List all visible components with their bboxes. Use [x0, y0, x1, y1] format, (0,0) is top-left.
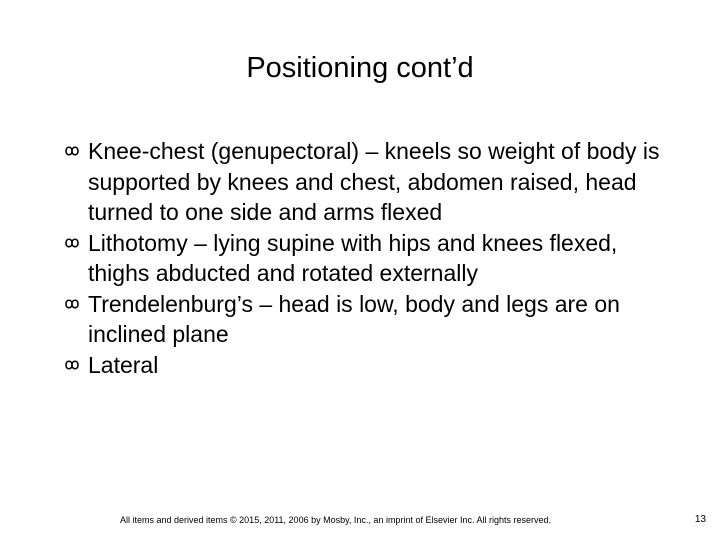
slide-title: Positioning cont’d: [246, 52, 474, 84]
bullet-item: [60, 350, 680, 381]
bullet-text: Lateral: [88, 351, 159, 378]
bullet-icon: [62, 358, 82, 372]
bullet-list: [60, 136, 680, 380]
slide-number: 13: [694, 514, 706, 525]
copyright-notice: All items and derived items © 2015, 2011, 2006 by Mosby, Inc., an imprint of Elsevier Inc. All rights reserved.: [120, 515, 551, 525]
bullet-text: Lithotomy – lying supine with hips and knees flexed, thighs abducted and rotated externally: [88, 229, 618, 286]
bullet-item: [60, 289, 680, 350]
bullet-text: Trendelenburg’s – head is low, body and legs are on inclined plane: [88, 290, 620, 347]
bullet-item: [60, 136, 680, 228]
bullet-icon: [62, 144, 82, 158]
bullet-icon: [62, 236, 82, 250]
bullet-item: [60, 228, 680, 289]
bullet-icon: [62, 297, 82, 311]
bullet-text: Knee-chest (genupectoral) – kneels so weight of body is supported by knees and chest, abdomen raised, head turned to one side and arms flexed: [88, 138, 660, 225]
